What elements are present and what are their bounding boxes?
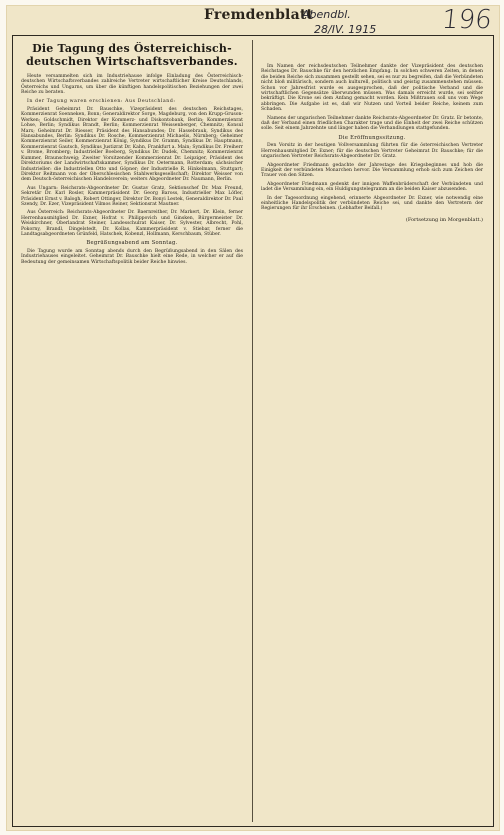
article-paragraph: In der Tagung waren erschienen: Aus Deutschland: xyxy=(27,98,176,104)
article-column-right xyxy=(261,42,483,820)
article-paragraph: Namens der ungarischen Teilnehmer dankte Reichsrats-Abgeordneter Dr. Gratz. Er betonte, daß der Verband einen friedlichen Charakter trage und die Einheit der zwei Reiche schützen solle. Seit einem Jahrzehnte und länger haben die Verhandlungen stattgefunden. xyxy=(261,115,483,132)
handwritten-archive-number: 196 xyxy=(440,5,494,35)
newspaper-clipping xyxy=(6,5,500,831)
column-divider xyxy=(252,40,253,822)
article-title: Die Tagung des Österreichisch-deutschen Wirtschaftsverbandes. xyxy=(26,42,238,68)
section-heading: Die Eröffnungssitzung. xyxy=(338,134,406,141)
clipping-header xyxy=(6,5,500,37)
article-paragraph: Aus Österreich: Reichsrats-Abgeordneter Dr. Baernreither, Dr. Markert, Dr. Klein, ferner Herrenhausmitglied Dr. Exner, Hofrat v. Philippovich und Ginsken, Bürgermeister Dr. Weiskirchner, Oberlandrat Steiner, Landesschulrat Kaiser, Dr. Sylvester, Albrecht, Pohl, Pokorny, Brandl, Dingelstedt, Dr. Kollas, Kammerpräsident v. Stiebar, ferner die Landtagsabgeordneten Grünfeld, Hatschek, Kobenzl, Hollmann, Kerschbaum, Stüber. xyxy=(21,210,243,237)
article-paragraph: Die Tagung wurde am Sonntag abends durch den Begrüßungsabend in den Sälen des Industriehauses eingeleitet. Geheimrat Dr. Bauschke hielt eine Rede, in welcher er auf die Bedeutung der gemeinsamen Wirtschaftspolitik beider Reiche hinwies. xyxy=(21,248,243,265)
newspaper-name: Fremdenblatt xyxy=(204,7,314,23)
handwritten-date: 28/IV. 1915 xyxy=(314,23,377,36)
article-paragraph: In der Tagesordnung eingehend, erinnerte Abgeordneter Dr. Exner, wie notwendig eine einheitliche Handelspolitik der verbündeten Reiche sei, und dankte den Vertretern der Regierungen für ihr Erscheinen. (Lebhafter Beifall.) xyxy=(261,195,483,212)
continuation-note: (Fortsetzung im Morgenblatt.) xyxy=(405,216,483,223)
section-heading: Begrüßungsabend am Sonntag. xyxy=(86,240,178,247)
article-paragraph: Abgeordneter Friedmann gedenkt der innigen Waffenbrüderschaft der Verbündeten und ladet die Versammlung ein, ein Huldigungstelegramm an die beiden Kaiser abzusenden. xyxy=(261,181,483,193)
handwritten-edition: Abendbl. xyxy=(302,8,351,21)
article-column-left xyxy=(21,42,243,820)
article-paragraph: Heute versammelten sich im Industriehause infolge Einladung des Österreichisch-deutschen Wirtschaftsverbandes zahlreiche Vertreter wirtschaftlicher Kreise Deutschlands, Österreichs und Ungarns, um über die künftigen handelspolitischen Beziehungen der zwei Reiche zu beraten. xyxy=(21,74,243,96)
article-paragraph: Im Namen der reichsdeutschen Teilnehmer dankte der Vizepräsident des deutschen Reichstages Dr. Bauschke für den herzlichen Empfang. In solchen schweren Zeiten, in denen die beiden Reiche sich zusammen gestellt sehen, sei es nur zu begreifen, daß die Verbündeten nicht bloß militärisch, sondern auch kulturell, politisch und geistig zusammenstehen müssen. Schon vor Jahresfrist wurde es ausgesprochen, daß der politische Verband und die wirtschaftlichen Gegensätze überwunden müssen. Was damals erreicht wurde, sei seither bekräftigt. Die Krone sei dem Anfang gemacht worden. Kein Mißtrauen soll uns vom Wege abbringen. Die Aufgabe ist es, daß wir Nutzen und Vorteil beider Reiche, keinem zum Schaden. xyxy=(261,64,483,113)
article xyxy=(12,35,494,827)
article-paragraph: Präsident Geheimrat Dr. Bauschke, Vizepräsident des deutschen Reichstages, Kommerzienrat Soenneken, Bonn; Generaldirektor Sorge, Magdeburg, von den Krupp-Gruson-Werken; Goldschmidt, Direktor der Kommerz- und Diskontobank, Berlin; Kommerzienrat Lohse, Berlin; Syndikus Brandt, Berlin; Kommerzienrat Weissenberger, Chemnitz; Konsul Marx; Geheimrat Dr. Riesser, Präsident des Hansabundes; Dr. Hassebrauk, Syndikus des Hansabundes, Berlin: Syndikus Dr. Rosche, Kommerzienrat Michaelis, Nürnberg; Geheimer Kommerzienrat Seiler, Kommerzienrat König, Syndikus Dr. Gramm, Syndikus Dr. Hauptmann, Kommerzienrat Gautsch, Syndikus Justizrat Dr. Kahn, Frankfurt a. Main; Syndikus Dr. Freiherr v. Brome, Bromberg; Industrieller Boeberg, Syndikus Dr. Dudek, Chemnitz; Kommerzienrat Kummer, Braunschweig; Zweiter Vorsitzender Kommerzienrat Dr. Leipziger, Präsident des Direktoriums der Landwirtschaftskammer, Syndikus Dr. Oetermann, Rotterdam; sächsischer Industrieller: die Industriellen Otto und Göpner; der Industrielle R. Hinkelmann, Stuttgart; Direktor Reitmann von der Oberschlesischen Stahlwerksgesellschaft; Direktor Weisser von dem Deutsch-österreichischen Handelsverein; weiters Abgeordneter Dr. Naumann, Berlin. xyxy=(21,107,243,183)
article-paragraph: Aus Ungarn: Reichsrats-Abgeordneter Dr. Gustav Gratz, Sektionschef Dr. Max Freund, Sekretär Dr. Karl Rosler, Kammerpräsident Dr. Georg Baross, Industrieller Max Löfler, Präsident Ernst v. Balogh, Robert Ottinger, Direktor Dr. Bonyi Lestek, Generaldirektor Dr. Paul Szendy, Dr. Ezer, Vizepräsident Vilmos Reiner, Sektionsrat Mautner. xyxy=(21,185,243,207)
article-paragraph: Abgeordneter Friedmann gedachte der Jahrestage des Kriegsbeginnes und hob die Einigkeit der verbündeten Monarchen hervor. Die Versammlung erhob sich zum Zeichen der Trauer von den Sitzen. xyxy=(261,162,483,179)
article-paragraph: Den Vorsitz in der heutigen Vollversammlung führten für die österreichischen Vertreter Herrenhausmitglied Dr. Exner; für die deutschen Vertreter Geheimrat Dr. Bauschke; für die ungarischen Vertreter Reichsrats-Abgeordneter Dr. Gratz. xyxy=(261,143,483,160)
